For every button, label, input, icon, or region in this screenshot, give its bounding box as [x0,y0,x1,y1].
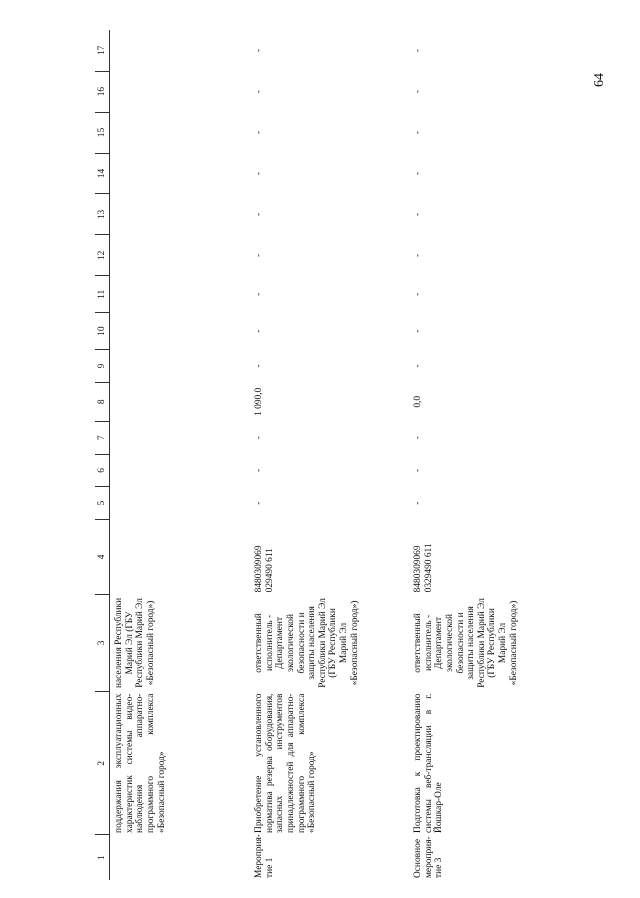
column-header: 3 [95,594,110,691]
value-cell: - [254,49,264,53]
value-cell: - [413,90,423,94]
value-cell: - [254,501,264,505]
column-header: 9 [95,350,110,383]
measure-name: Подготовка к проектированию системы веб-трансляции в г. Йошкар-Оле [413,693,445,833]
measure-name: поддержания эксплуатационных характеристик системы видео-наблюдения аппаратно-программного комплекса «Безопасный город» [114,693,167,833]
value-cell [110,30,253,71]
value-cell: - [254,130,264,135]
column-header: 17 [95,30,110,71]
value-cell: - [254,171,264,176]
column-header: 13 [95,194,110,235]
value-cell: - [254,364,264,368]
value-cell [110,421,253,454]
value-cell [110,454,253,487]
column-header: 14 [95,153,110,194]
budget-code: 8480309069 029490 611 [254,545,275,593]
value-cell: - [413,501,423,505]
value-cell: - [254,468,264,472]
row-label: Мероприя-тие 1 [254,834,275,878]
table-row [411,30,580,880]
column-header: 10 [95,313,110,350]
value-cell [110,153,253,194]
value-cell: - [254,90,264,94]
value-cell [110,276,253,313]
value-cell: - [413,171,423,176]
table-row [252,30,411,880]
column-header: 15 [95,112,110,153]
value-cell: - [413,329,423,333]
value-cell: - [254,329,264,333]
value-cell: - [413,253,423,257]
column-header: 12 [95,235,110,276]
column-header: 4 [95,520,110,595]
value-cell: - [254,253,264,257]
value-cell [110,112,253,153]
budget-code: 8480309069 0329490 611 [413,543,434,593]
value-cell [110,313,253,350]
column-header: 16 [95,71,110,112]
value-cell: - [413,436,423,440]
value-cell [110,235,253,276]
value-cell: - [254,436,264,440]
value-cell: - [413,49,423,53]
executor: ответственный исполнитель - Департамент экологической безопасности и защиты населения Республики Марий Эл (ГБУ Республики Марий Эл «Безопасный город») [413,598,519,688]
value-cell: - [413,364,423,368]
column-header: 6 [95,454,110,487]
column-header: 1 [95,835,110,880]
measure-name: Приобретение установленного норматива резерва оборудования, запасных инструментов принадлежностей для аппаратно-программного комплекса «Безопасный город» [254,693,318,833]
budget-table [95,30,580,880]
row-label: Основное мероприя-тие 3 [413,836,445,878]
budget-code [110,520,253,595]
value-cell: - [413,130,423,135]
value-cell [110,487,253,520]
value-cell: 0,0 [413,395,423,408]
value-cell: - [254,292,264,296]
value-cell: - [413,212,423,217]
column-header: 11 [95,276,110,313]
value-cell [110,71,253,112]
value-cell [110,194,253,235]
header-row [95,30,110,880]
table-row [110,30,253,880]
column-header: 8 [95,382,110,421]
value-cell: 1 090,0 [254,387,264,416]
page-number: 64 [592,73,607,87]
rotated-table-container [95,30,615,880]
value-cell: - [413,468,423,472]
column-header: 5 [95,487,110,520]
column-header: 2 [95,692,110,835]
executor: населения Республики Марий Эл (ГБУ Республики Марий Эл «Безопасный город») [114,597,156,689]
value-cell: - [254,212,264,217]
value-cell [110,382,253,421]
executor: ответственный исполнитель - Департамент экологической безопасности и защиты населения Республики Марий Эл (ГБУ Республики Марий Эл «Безопасный город») [254,598,360,688]
value-cell: - [413,292,423,296]
row-label [110,835,253,880]
value-cell [110,350,253,383]
column-header: 7 [95,421,110,454]
